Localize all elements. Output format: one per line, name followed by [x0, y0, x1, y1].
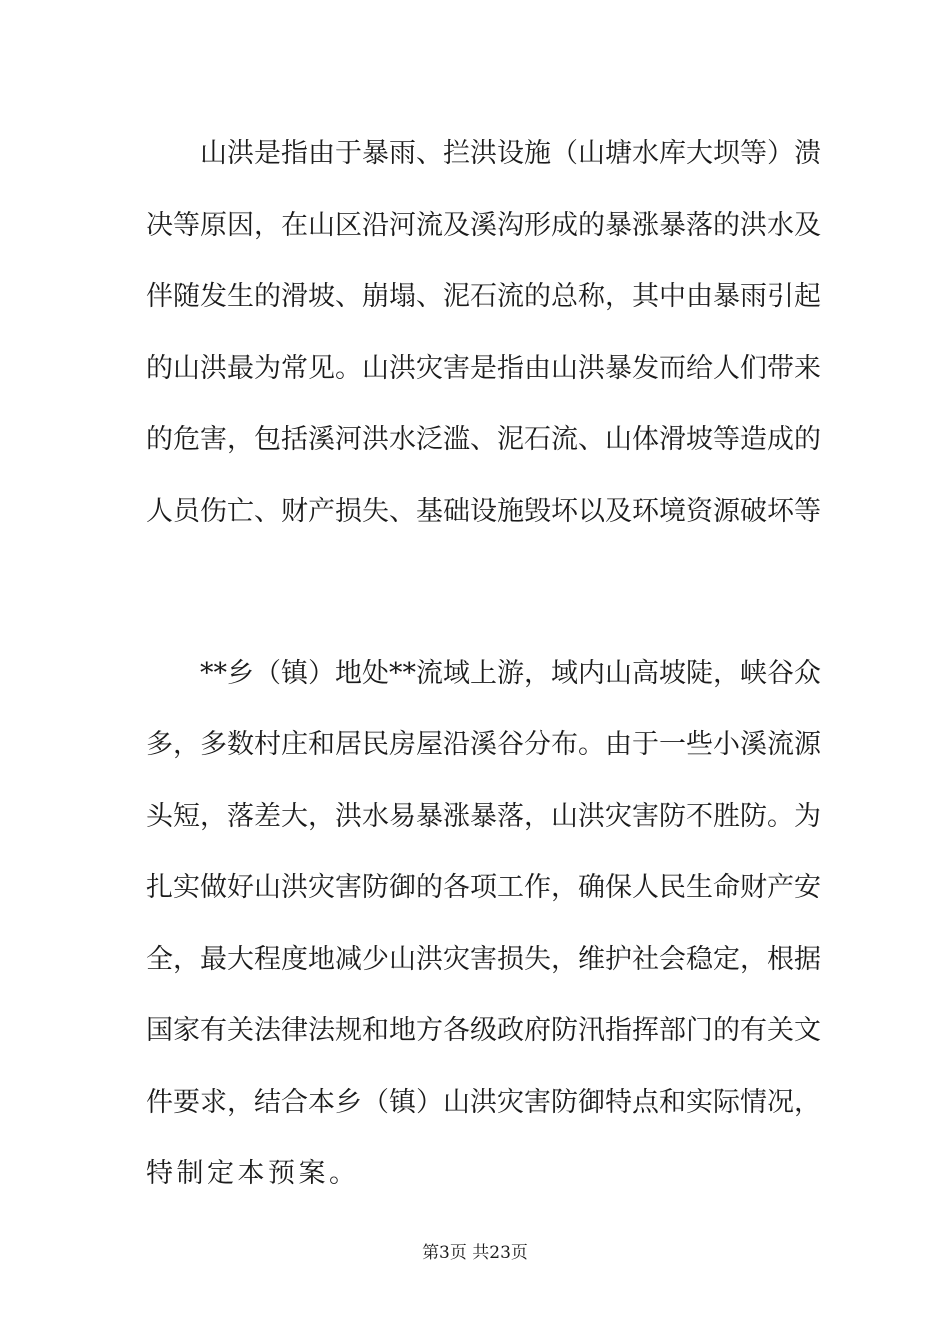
- text-line: 特制定本预案。: [146, 1158, 360, 1189]
- text-line: 决等原因，在山区沿河流及溪沟形成的暴涨暴落的洪水及: [146, 210, 821, 241]
- text-line: 多，多数村庄和居民房屋沿溪谷分布。由于一些小溪流源: [146, 729, 821, 760]
- text-line: 的山洪最为常见。山洪灾害是指由山洪暴发而给人们带来: [146, 353, 821, 384]
- text-line: 头短，落差大，洪水易暴涨暴落，山洪灾害防不胜防。为: [146, 801, 821, 832]
- text-line: 伴随发生的滑坡、崩塌、泥石流的总称，其中由暴雨引起: [146, 281, 821, 312]
- text-line: 的危害，包括溪河洪水泛滥、泥石流、山体滑坡等造成的: [146, 424, 821, 455]
- text-line: 全，最大程度地减少山洪灾害损失，维护社会稳定，根据: [146, 944, 821, 975]
- text-line: 人员伤亡、财产损失、基础设施毁坏以及环境资源破坏等: [146, 496, 821, 527]
- text-line: **乡（镇）地处**流域上游，域内山高坡陡，峡谷众: [200, 658, 821, 689]
- text-line: 件要求，结合本乡（镇）山洪灾害防御特点和实际情况，: [146, 1087, 821, 1118]
- text-line: 国家有关法律法规和地方各级政府防汛指挥部门的有关文: [146, 1015, 821, 1046]
- text-line: 扎实做好山洪灾害防御的各项工作，确保人民生命财产安: [146, 872, 821, 903]
- page-number-footer: 第3页 共23页: [422, 1243, 528, 1263]
- text-line: 山洪是指由于暴雨、拦洪设施（山塘水库大坝等）溃: [200, 138, 821, 169]
